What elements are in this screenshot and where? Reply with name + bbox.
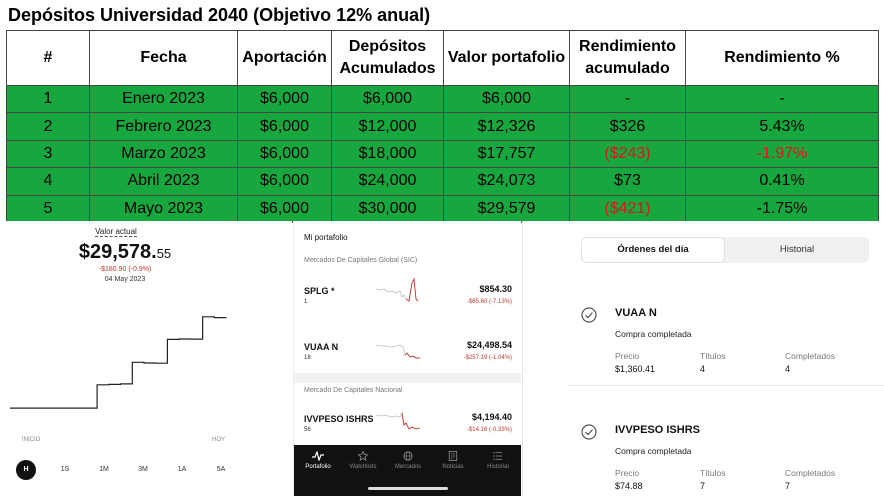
tab-historial-orders[interactable]: Historial (779, 244, 815, 255)
table-cell: 5.43% (686, 113, 879, 140)
holding-row[interactable] (294, 325, 521, 375)
table-cell: $73 (570, 168, 686, 195)
order-titles: 7 (700, 481, 706, 491)
order-price: $74.88 (615, 481, 643, 491)
table-cell: $18,000 (332, 140, 444, 167)
valuation-panel (0, 221, 292, 496)
range-button-5a[interactable]: 5A (216, 466, 226, 473)
portfolio-line-chart (10, 291, 240, 441)
order-item[interactable] (567, 299, 884, 409)
col-header: Valor portafolio (444, 31, 570, 86)
table-cell: - (570, 86, 686, 113)
range-button-1a[interactable]: 1A (177, 466, 187, 473)
tab-historial[interactable]: Historial (476, 451, 520, 470)
tab-noticias[interactable]: Noticias (431, 451, 475, 470)
holding-ticker: VUAA N (304, 342, 339, 352)
order-name: VUAA N (615, 307, 657, 319)
table-cell: Enero 2023 (90, 86, 238, 113)
holding-row[interactable] (294, 397, 521, 447)
valuation-change: -$180.90 (-0.9%) (98, 266, 152, 273)
table-cell: 0.41% (686, 168, 879, 195)
col-header: Aportación (238, 31, 332, 86)
range-button-3m[interactable]: 3M (138, 466, 148, 473)
table-cell: $24,073 (444, 168, 570, 195)
holding-sparkline (376, 275, 422, 309)
holding-sparkline (376, 331, 422, 365)
order-completed: 4 (785, 364, 791, 374)
table-cell: 3 (7, 140, 90, 167)
chart-series-line (10, 317, 226, 408)
tab-mercados[interactable]: Mercados (386, 451, 430, 470)
table-row (7, 168, 879, 195)
titles-label: Títulos (700, 468, 726, 478)
table-cell: $6,000 (238, 113, 332, 140)
col-header: # (7, 31, 90, 86)
table-row (7, 113, 879, 140)
table-cell: 2 (7, 113, 90, 140)
table-cell: $326 (570, 113, 686, 140)
holding-change: -$257.19 (-1.04%) (463, 355, 512, 361)
range-button-1m[interactable]: 1M (99, 466, 109, 473)
titles-label: Títulos (700, 351, 726, 361)
axis-end-label: HOY (212, 437, 226, 443)
range-selector (14, 460, 244, 480)
completed-label: Completados (785, 468, 836, 478)
section-divider (294, 373, 521, 383)
table-row (7, 140, 879, 167)
news-icon (447, 451, 459, 461)
price-label: Precio (615, 351, 640, 361)
section-national: Mercado De Capitales Nacional (304, 387, 403, 394)
valuation-label[interactable]: Valor actual (95, 227, 137, 236)
table-cell: ($243) (570, 140, 686, 167)
holding-qty: 1 (304, 299, 308, 305)
check-circle-icon (581, 307, 597, 323)
col-header: Depósitos Acumulados (332, 31, 444, 86)
order-completed: 7 (785, 481, 791, 491)
order-status: Compra completada (615, 446, 692, 456)
holding-row[interactable] (294, 269, 521, 319)
tab-portafolio[interactable]: Portafolio (296, 451, 340, 470)
bottom-tab-bar (294, 445, 521, 496)
valuation-amount: $29,578.55 (78, 241, 172, 263)
table-row (7, 195, 879, 222)
table-cell: ($421) (570, 195, 686, 222)
orders-panel (522, 221, 884, 496)
order-status: Compra completada (615, 329, 692, 339)
completed-label: Completados (785, 351, 836, 361)
holding-change: -$14.16 (-0.33%) (466, 427, 512, 433)
range-button-h[interactable]: H (16, 460, 36, 480)
table-cell: $29,579 (444, 195, 570, 222)
holding-qty: 56 (304, 427, 311, 433)
table-cell: $30,000 (332, 195, 444, 222)
table-cell: $6,000 (332, 86, 444, 113)
holding-ticker: IVVPESO ISHRS (304, 414, 374, 424)
holding-amount: $4,194.40 (471, 412, 512, 422)
table-cell: $24,000 (332, 168, 444, 195)
table-cell: Mayo 2023 (90, 195, 238, 222)
table-cell: $17,757 (444, 140, 570, 167)
order-name: IVVPESO ISHRS (615, 424, 700, 436)
table-cell: 1 (7, 86, 90, 113)
check-circle-icon (581, 424, 597, 440)
table-cell: $12,326 (444, 113, 570, 140)
table-cell: 4 (7, 168, 90, 195)
table-cell: -1.97% (686, 140, 879, 167)
holding-amount: $24,498.54 (466, 340, 512, 350)
table-row (7, 86, 879, 113)
home-indicator (368, 487, 448, 490)
price-label: Precio (615, 468, 640, 478)
table-cell: $6,000 (238, 168, 332, 195)
table-cell: Abril 2023 (90, 168, 238, 195)
deposits-table (6, 30, 879, 223)
table-cell: Marzo 2023 (90, 140, 238, 167)
star-icon (357, 451, 369, 461)
holding-amount: $854.30 (479, 284, 512, 294)
tab-ordenes-del-dia[interactable]: Órdenes del día (582, 238, 724, 262)
sheet-title: Depósitos Universidad 2040 (Objetivo 12% anual) (8, 5, 431, 25)
table-cell: - (686, 86, 879, 113)
order-price: $1,360.41 (615, 364, 656, 374)
holding-change: -$65.60 (-7.13%) (466, 299, 512, 305)
holding-ticker: SPLG * (304, 286, 335, 296)
table-cell: $6,000 (238, 195, 332, 222)
table-cell: $6,000 (238, 86, 332, 113)
portfolio-panel (293, 221, 521, 496)
list-icon (492, 451, 504, 461)
table-header-row (7, 31, 879, 86)
section-global: Mercados De Capitales Global (SIC) (304, 257, 418, 264)
table-cell: -1.75% (686, 195, 879, 222)
valuation-date: 04 May 2023 (104, 276, 146, 283)
col-header: Fecha (90, 31, 238, 86)
holding-qty: 18 (304, 355, 311, 361)
axis-start-label: INICIO (22, 437, 41, 443)
order-divider (567, 385, 884, 386)
range-button-1s[interactable]: 1S (60, 466, 70, 473)
table-cell: Febrero 2023 (90, 113, 238, 140)
table-cell: $6,000 (238, 140, 332, 167)
order-titles: 4 (700, 364, 706, 374)
table-cell: $12,000 (332, 113, 444, 140)
order-item[interactable] (567, 416, 884, 496)
table-cell: $6,000 (444, 86, 570, 113)
holding-sparkline (376, 403, 422, 437)
col-header: Rendimiento % (686, 31, 879, 86)
table-cell: 5 (7, 195, 90, 222)
orders-segmented-control (581, 237, 869, 263)
globe-icon (402, 451, 414, 461)
activity-icon (312, 451, 324, 461)
tab-watchlists[interactable]: Watchlists (341, 451, 385, 470)
col-header: Rendimiento acumulado (570, 31, 686, 86)
portfolio-title: Mi portafolio (304, 233, 348, 242)
